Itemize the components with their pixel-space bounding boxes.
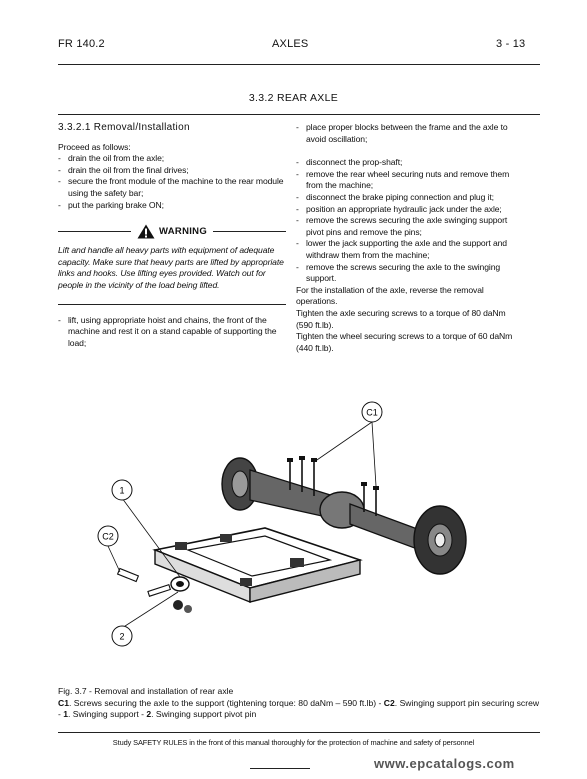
svg-text:1: 1: [119, 485, 125, 496]
swinging-support-drawing: [155, 528, 360, 602]
list-item: - drain the oil from the axle;: [58, 153, 165, 164]
svg-text:C1: C1: [366, 407, 378, 418]
list-item: - lower the jack supporting the axle and the support and withdraw them from the machine;: [296, 238, 507, 260]
caption-text: . Swinging support -: [68, 709, 147, 719]
callout-1: [112, 480, 132, 500]
right-steps-list: [296, 122, 520, 285]
list-item: - disconnect the brake piping connection and plug it;: [296, 191, 494, 202]
pivot-pin-drawing: [118, 568, 192, 613]
note: For the installation of the axle, reverse the removal operations.: [296, 284, 484, 307]
list-item: - position an appropriate hydraulic jack under the axle;: [296, 203, 502, 214]
doc-model: FR 140.2: [58, 38, 105, 50]
list-item: - remove the screws securing the axle swinging support pivot pins and remove the pins;: [296, 215, 508, 237]
list-item: - remove the rear wheel securing nuts and remove them from the machine;: [296, 168, 510, 191]
rear-axle-figure: [80, 400, 520, 650]
caption-text: . Screws securing the axle to the support (tightening torque: 80 daNm – 590 ft.lb) -: [69, 697, 384, 708]
footer-safety-note: Study SAFETY RULES in the front of this manual thoroughly for the protection of machine and safety of personnel: [112, 738, 475, 747]
caption-ref: 2: [146, 709, 152, 719]
warning-triangle-icon: [137, 224, 155, 239]
procedure-intro: Proceed as follows:: [58, 141, 131, 152]
list-item: - disconnect the prop-shaft;: [296, 157, 403, 168]
section-title: 3.3.2 REAR AXLE: [248, 92, 339, 104]
svg-text:C2: C2: [102, 531, 114, 542]
right-notes: [296, 285, 520, 355]
list-item: - remove the screws securing the axle to the swinging support.: [296, 261, 501, 284]
caption-ref: 1: [63, 709, 69, 719]
caption-title: Fig. 3.7 - Removal and installation of rear axle: [58, 686, 234, 696]
warning-text: Lift and handle all heavy parts with equipment of adequate capacity. Make sure that heavy parts are lifted by appropriate links and hooks. Use lifting eyes provided. Watch out for people in the vicinity of the load being lifted.: [58, 245, 284, 290]
watermark: www.epcatalogs.com: [374, 756, 515, 771]
list-item: - put the parking brake ON;: [58, 199, 164, 210]
footer-rule: [58, 732, 540, 733]
list-item: - lift, using appropriate hoist and chains, the front of the machine and rest it on a stand capable of supporting the load;: [58, 314, 277, 348]
note: Tighten the wheel securing screws to a torque of 60 daNm (440 ft.lb).: [296, 331, 513, 353]
list-item: - place proper blocks between the frame and the axle to avoid oscillation;: [296, 122, 508, 144]
section-rule: [58, 114, 540, 115]
caption-body: [58, 698, 540, 721]
subsection-title: 3.3.2.1 Removal/Installation: [58, 122, 190, 133]
callout-c1: [362, 402, 382, 422]
svg-text:2: 2: [119, 631, 125, 642]
footer-short-rule: [250, 768, 310, 769]
caption-text: . Swinging support pin securing screw -: [58, 697, 540, 719]
warning-rule: [58, 304, 286, 305]
figure-caption: [58, 686, 540, 721]
caption-text: . Swinging support pivot pin: [151, 709, 257, 719]
right-column: [296, 122, 520, 354]
warning-label: WARNING: [159, 225, 208, 237]
note: Tighten the axle securing screws to a torque of 80 daNm (590 ft.lb).: [296, 307, 506, 330]
doc-section: AXLES: [272, 38, 309, 50]
callout-c2: [98, 526, 118, 546]
callout-2: [112, 626, 132, 646]
list-item: - secure the front module of the machine to the rear module using the safety bar;: [58, 176, 284, 198]
list-item: - drain the oil from the final drives;: [58, 164, 189, 175]
left-column: [58, 122, 286, 349]
left-steps-list: [58, 153, 286, 211]
caption-ref: C1: [58, 697, 69, 708]
caption-ref: C2: [383, 697, 395, 708]
header-rule: [58, 64, 540, 65]
page-number: 3 - 13: [496, 38, 526, 50]
warning-heading: [58, 224, 286, 239]
